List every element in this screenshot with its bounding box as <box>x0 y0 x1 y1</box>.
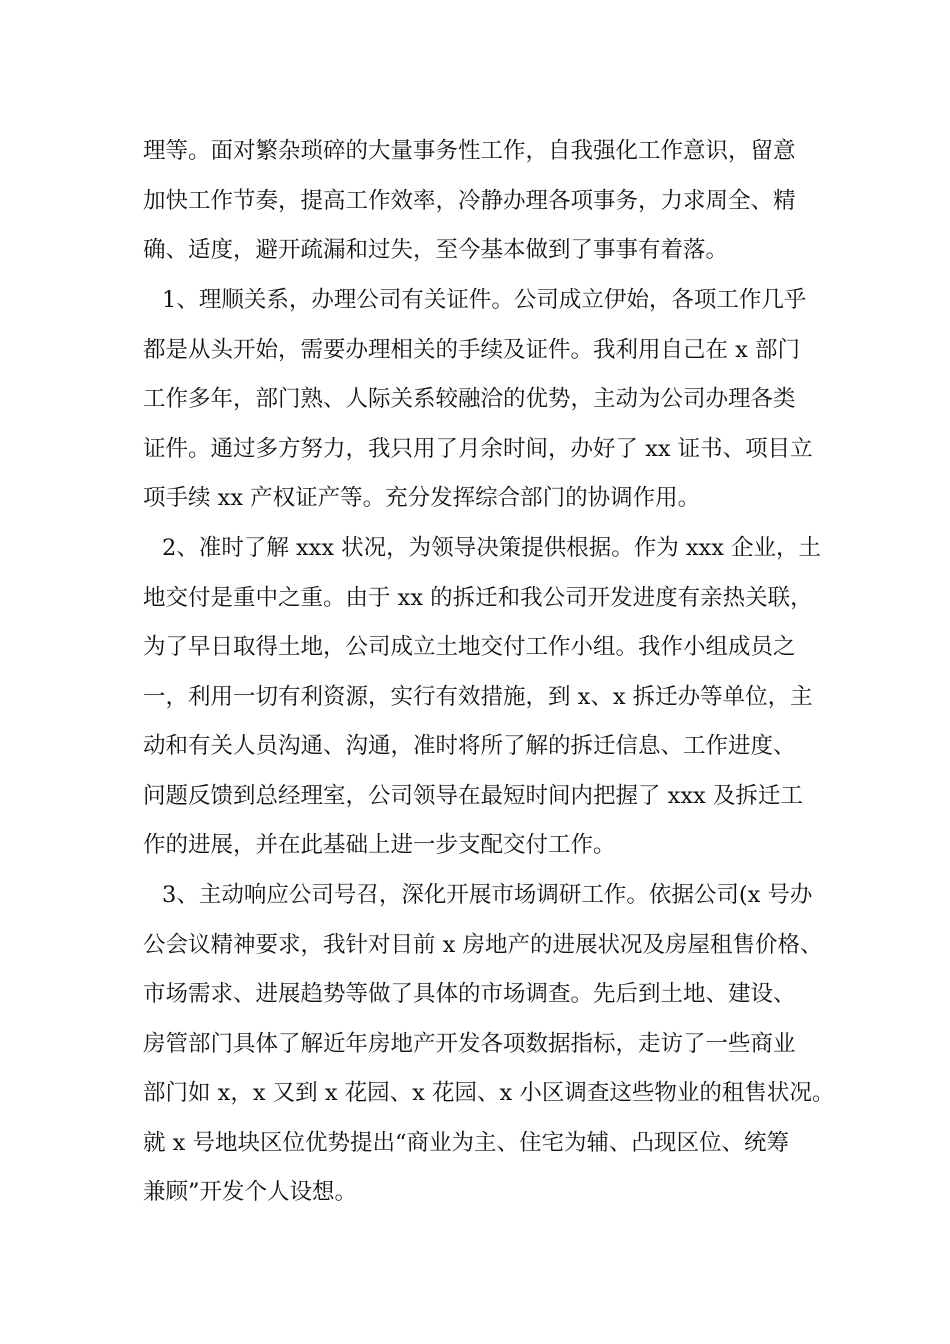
text-line-5: 都是从头开始，需要办理相关的手续及证件。我利用自己在 x 部门 <box>143 337 800 363</box>
text-line-2: 加快工作节奏，提高工作效率，冷静办理各项事务，力求周全、精 <box>143 188 796 214</box>
text-line-22: 兼顾”开发个人设想。 <box>143 1179 358 1205</box>
text-line-7: 证件。通过多方努力，我只用了月余时间，办好了 xx 证书、项目立 <box>143 436 813 462</box>
text-line-12: 一，利用一切有利资源，实行有效措施，到 x、x 拆迁办等单位，主 <box>143 684 813 710</box>
text-line-11: 为了早日取得土地，公司成立土地交付工作小组。我作小组成员之 <box>143 634 796 660</box>
text-line-19: 房管部门具体了解近年房地产开发各项数据指标，走访了一些商业 <box>143 1031 796 1057</box>
text-line-1: 理等。面对繁杂琐碎的大量事务性工作，自我强化工作意识，留意 <box>143 138 796 164</box>
text-line-4: 1、理顺关系，办理公司有关证件。公司成立伊始，各项工作几乎 <box>162 287 807 313</box>
text-line-8: 项手续 xx 产权证产等。充分发挥综合部门的协调作用。 <box>143 485 701 511</box>
text-line-16: 3、主动响应公司号召，深化开展市场调研工作。依据公司(x 号办 <box>162 882 813 908</box>
text-line-6: 工作多年，部门熟、人际关系较融洽的优势，主动为公司办理各类 <box>143 386 796 412</box>
text-line-9: 2、准时了解 xxx 状况，为领导决策提供根据。作为 xxx 企业，土 <box>162 535 822 561</box>
text-line-15: 作的进展，并在此基础上进一步支配交付工作。 <box>143 832 616 858</box>
text-line-10: 地交付是重中之重。由于 xx 的拆迁和我公司开发进度有亲热关联， <box>143 585 813 611</box>
text-line-14: 问题反馈到总经理室，公司领导在最短时间内把握了 xxx 及拆迁工 <box>143 783 803 809</box>
text-line-13: 动和有关人员沟通、沟通，准时将所了解的拆迁信息、工作进度、 <box>143 733 796 759</box>
text-line-17: 公会议精神要求，我针对目前 x 房地产的进展状况及房屋租售价格、 <box>143 932 823 958</box>
text-line-3: 确、适度，避开疏漏和过失，至今基本做到了事事有着落。 <box>143 237 729 263</box>
text-line-21: 就 x 号地块区位优势提出“商业为主、住宅为辅、凸现区位、统筹 <box>143 1130 789 1156</box>
text-line-20: 部门如 x，x 又到 x 花园、x 花园、x 小区调查这些物业的租售状况。 <box>143 1080 835 1106</box>
text-line-18: 市场需求、进展趋势等做了具体的市场调查。先后到土地、建设、 <box>143 981 796 1007</box>
